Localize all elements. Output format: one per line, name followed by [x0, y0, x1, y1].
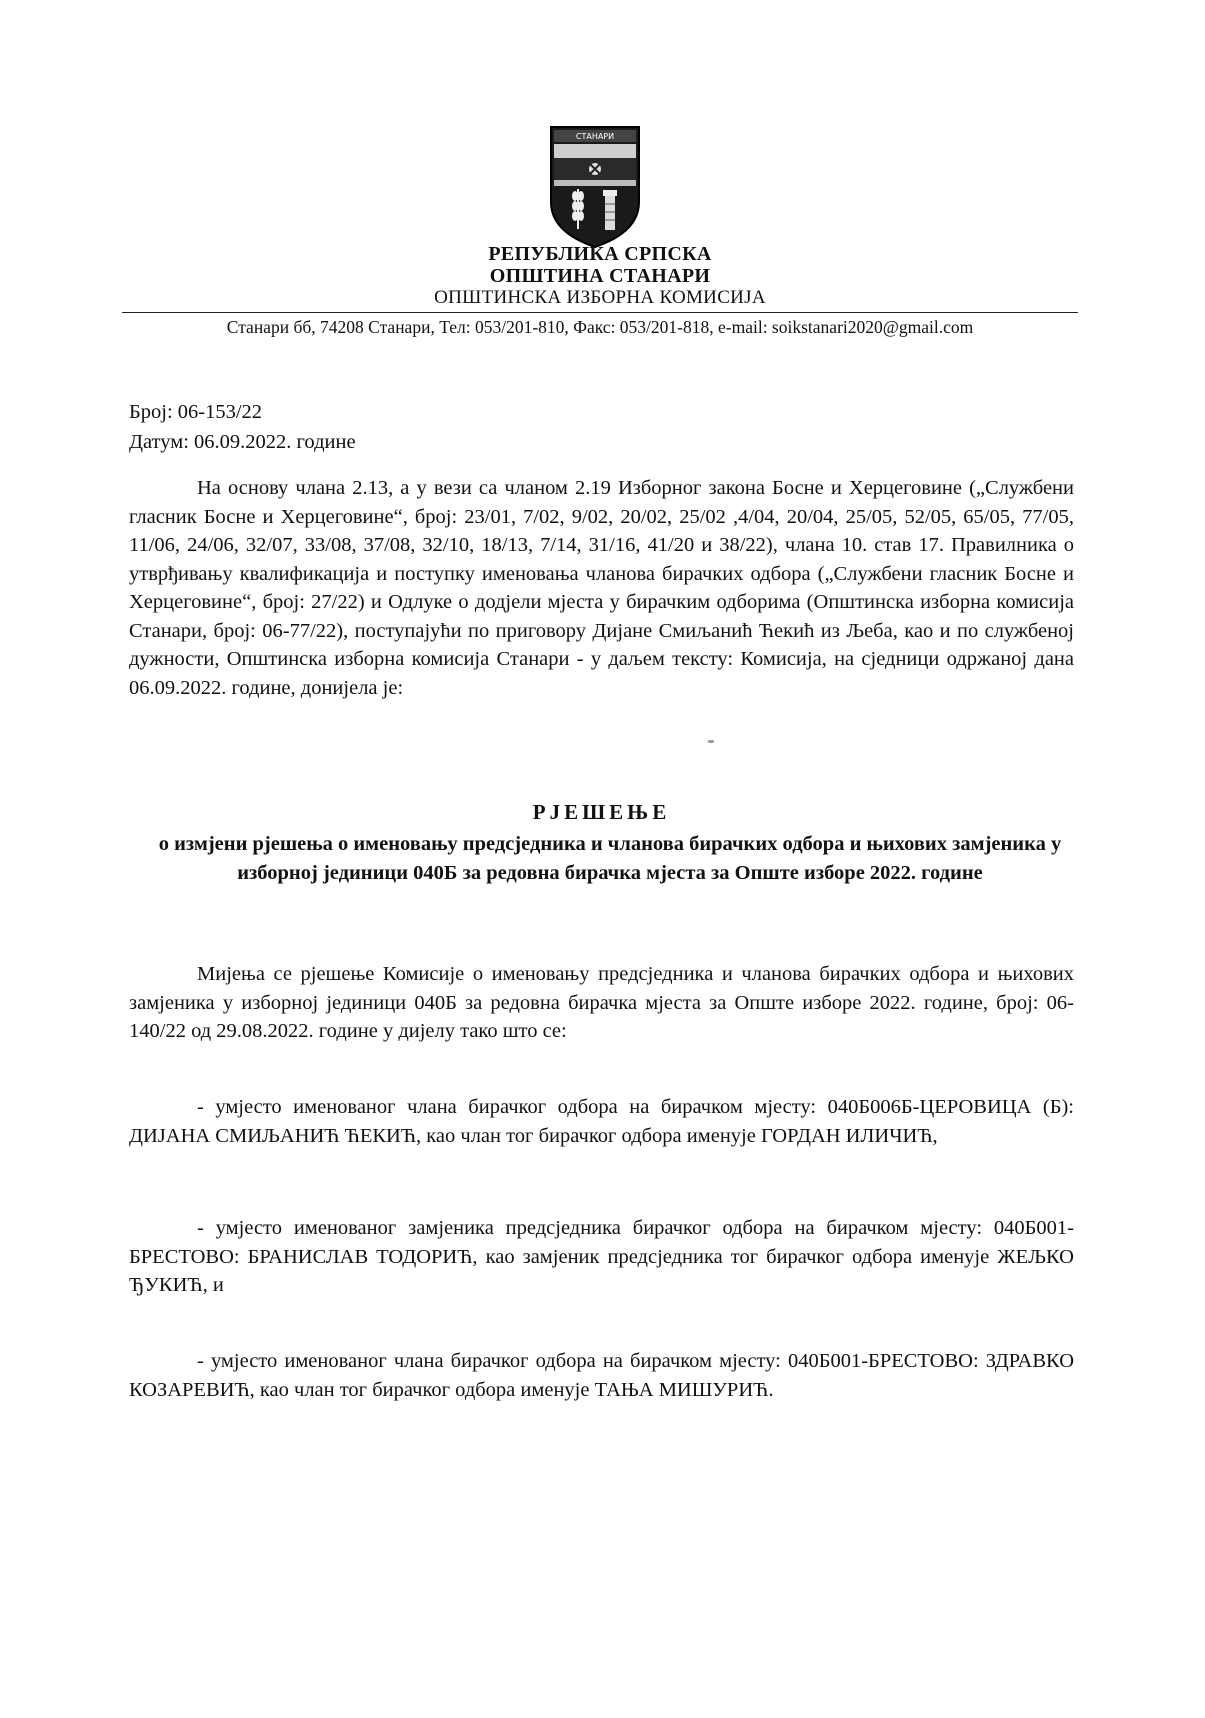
letterhead: [120, 243, 1080, 309]
letterhead-municipality: ОПШТИНА СТАНАРИ: [489, 265, 711, 287]
document-meta: [129, 397, 356, 457]
intro-paragraph: Мијења се рјешење Комисије о именовању предсједника и чланова бирачких одбора и њихових замјеника у изборној јединици 040Б за редовна бирачка мјеста за Опште изборе 2022. године, број: 06-140/22 од 29.08.2022. године у дијелу тако што се:: [129, 963, 1074, 1042]
list-item: - умјесто именованог члана бирачког одбора на бирачком мјесту: 040Б001-БРЕСТОВО: ЗДРАВКО КОЗАРЕВИЋ, као члан тог бирачког одбора именује ТАЊА МИШУРИЋ.: [129, 1350, 1074, 1401]
preamble-paragraph: На основу члана 2.13, а у вези са чланом 2.19 Изборног закона Босне и Херцеговине („Службени гласник Босне и Херцеговине“, број: 23/01, 7/02, 9/02, 20/02, 25/02 ,4/04, 20/04, 25/05, 52/05, 65/05, 77/05, 11/06, 24/06, 32/07, 33/08, 37/08, 32/10, 18/13, 7/14, 31/16, 41/20 и 38/22), члана 10. став 17. Правилника о утврђивању квалификација и поступку именовања чланова бирачких одбора („Службени гласник Босне и Херцеговине“, број: 27/22) и Одлуке о додјели мјеста у бирачким одборима (Општинска изборна комисија Станари, број: 06-77/22), поступајући по приговору Дијане Смиљанић Ћекић из Љеба, као и по службеној дужности, Општинска изборна комисија Станари - у даљем тексту: Комисија, на сједници одржаној дана 06.09.2022. године, донијела је:: [129, 477, 1074, 699]
municipality-crest-icon: [548, 124, 642, 250]
scan-speck: [708, 740, 714, 743]
decision-subtitle: о измјени рјешења о именовању предсједника и чланова бирачких одбора и њихових замјеника у изборној јединици 040Б за редовна бирачка мјеста за Опште изборе 2022. године: [158, 833, 1062, 884]
letterhead-commission: ОПШТИНСКА ИЗБОРНА КОМИСИЈА: [434, 287, 766, 308]
list-item: - умјесто именованог члана бирачког одбора на бирачком мјесту: 040Б006Б-ЦЕРОВИЦА (Б): ДИЈАНА СМИЉАНИЋ ЋЕКИЋ, као члан тог бирачког одбора именује ГОРДАН ИЛИЧИЋ,: [129, 1096, 1074, 1147]
list-item: - умјесто именованог замјеника предсједника бирачког одбора на бирачком мјесту: 040Б001- БРЕСТОВО: БРАНИСЛАВ ТОДОРИЋ, као замјеник предсједника тог бирачког одбора именује ЖЕЉКО ЂУКИЋ, и: [129, 1217, 1074, 1296]
contact-line: Станари бб, 74208 Станари, Тел: 053/201-810, Факс: 053/201-818, e-mail: soikstanari2020@gmail.com: [226, 317, 974, 337]
svg-text:СТАНАРИ: СТАНАРИ: [575, 132, 615, 141]
letterhead-republic: РЕПУБЛИКА СРПСКА: [488, 243, 712, 265]
document-date: Датум: 06.09.2022. године: [129, 431, 356, 453]
decision-title: РЈЕШЕЊЕ: [532, 800, 671, 824]
header-divider: [122, 312, 1078, 313]
document-number: Број: 06-153/22: [129, 401, 263, 423]
